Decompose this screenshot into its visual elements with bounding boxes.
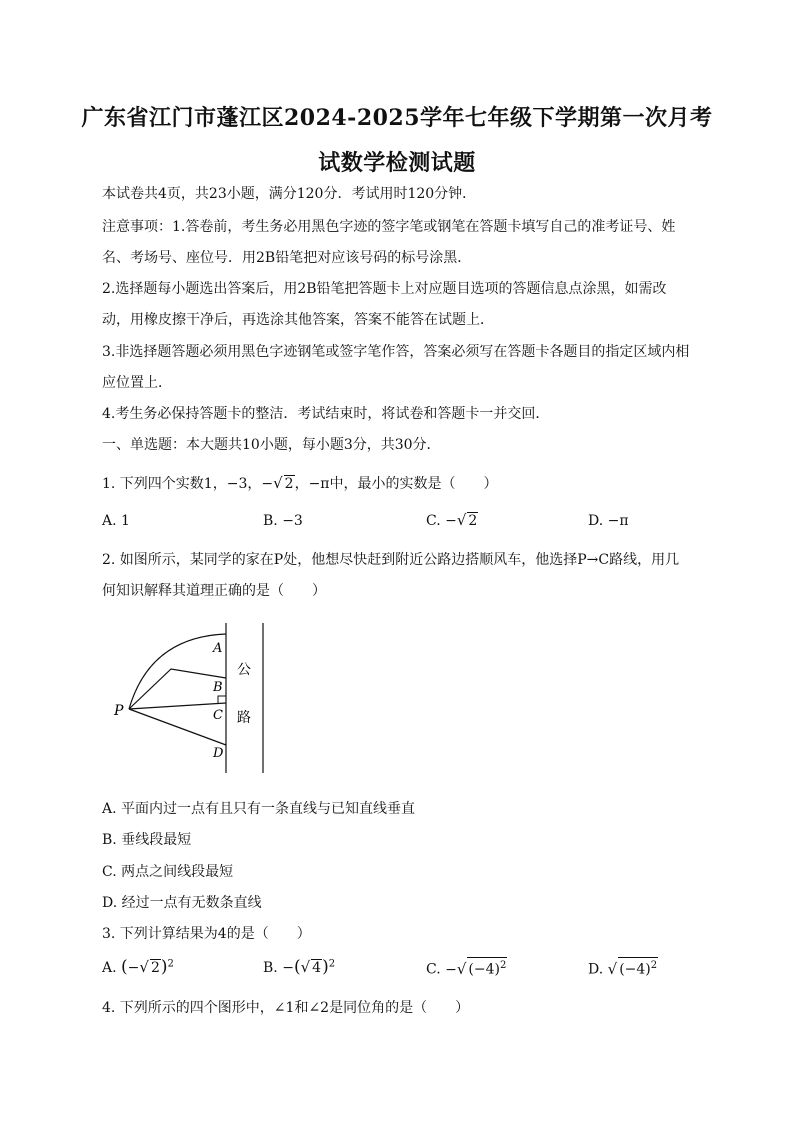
q1-number-neg3: −3: [226, 476, 248, 492]
q1-option-d[interactable]: D. −π: [588, 513, 629, 529]
question-3-stem: 3. 下列计算结果为4的是（ ）: [102, 926, 311, 942]
note-line: 4.考生务必保持答题卡的整洁．考试结束时，将试卷和答题卡一并交回．: [102, 406, 550, 422]
question-4-stem: 4. 下列所示的四个图形中，∠1和∠2是同位角的是（ ）: [102, 1000, 470, 1016]
note-line: 名、考场号、座位号．用2B铅笔把对应该号码的标号涂黑．: [102, 250, 472, 266]
q2-option-c[interactable]: C. 两点之间线段最短: [102, 864, 234, 880]
section-heading: 一、单选题：本大题共10小题，每小题3分，共30分．: [102, 437, 441, 453]
note-line: 3.非选择题答题必须用黑色字迹钢笔或签字笔作答，答案必须写在答题卡各题目的指定区域内相: [102, 344, 690, 360]
q1-number-neg-pi: −π: [308, 476, 330, 492]
label-p: P: [114, 703, 124, 719]
q3-option-a[interactable]: A. (−√ 2)$^2$: [102, 957, 174, 977]
q2-option-a[interactable]: A. 平面内过一点有且只有一条直线与已知直线垂直: [102, 801, 416, 817]
note-line: 注意事项：1.答卷前，考生务必用黑色字迹的签字笔或钢笔在答题卡填写自己的准考证号、姓: [102, 219, 676, 235]
q1-option-b[interactable]: B. −3: [263, 513, 303, 529]
road-label-char1: 公: [237, 662, 251, 678]
q3-option-b[interactable]: B. −(√ 4)$^2$: [263, 957, 336, 977]
q1-option-a[interactable]: A. 1: [102, 513, 130, 529]
question-2-stem-line2: 何知识解释其道理正确的是（ ）: [102, 583, 326, 599]
road-label-char2: 路: [237, 710, 251, 726]
label-d: D: [213, 746, 224, 761]
path-perpendicular-p-to-c: [129, 703, 226, 709]
exam-title-line2: 试数学检测试题: [318, 150, 476, 176]
path-arc-p-to-a: [129, 634, 226, 709]
q1-option-c[interactable]: C. −√ 2: [426, 511, 478, 529]
q2-figure-road-diagram: [100, 615, 300, 780]
question-1-stem: 1. 下列四个实数1，−3，−√ 2，−π中，最小的实数是（ ）: [102, 474, 498, 492]
exam-intro: 本试卷共4页，共23小题，满分120分．考试用时120分钟．: [102, 186, 477, 202]
label-c: C: [213, 708, 223, 723]
exam-title-line1: 广东省江门市蓬江区2024-2025学年七年级下学期第一次月考: [81, 105, 713, 131]
q3-option-c[interactable]: C. −√ $(-4)^2$: [426, 957, 507, 978]
path-p-to-d: [129, 709, 226, 745]
right-angle-mark: [218, 696, 226, 703]
q1-number-neg-sqrt2: −√ 2: [261, 474, 294, 492]
note-line: 2.选择题每小题选出答案后，用2B铅笔把答题卡上对应题目选项的答题信息点涂黑，如需改: [102, 281, 667, 297]
label-a: A: [213, 641, 223, 656]
q2-option-b[interactable]: B. 垂线段最短: [102, 832, 192, 848]
note-line: 动，用橡皮擦干净后，再选涂其他答案，答案不能答在试题上．: [102, 312, 494, 328]
q3-option-d[interactable]: D. √ $(-4)^2$: [588, 957, 658, 978]
label-b: B: [213, 680, 223, 695]
question-2-stem-line1: 2. 如图所示，某同学的家在P处，他想尽快赶到附近公路边搭顺风车，他选择P→C路线，用几: [102, 552, 680, 568]
q2-option-d[interactable]: D. 经过一点有无数条直线: [102, 895, 262, 911]
note-line: 应位置上．: [102, 375, 172, 391]
path-polyline-p-to-b: [129, 669, 226, 709]
